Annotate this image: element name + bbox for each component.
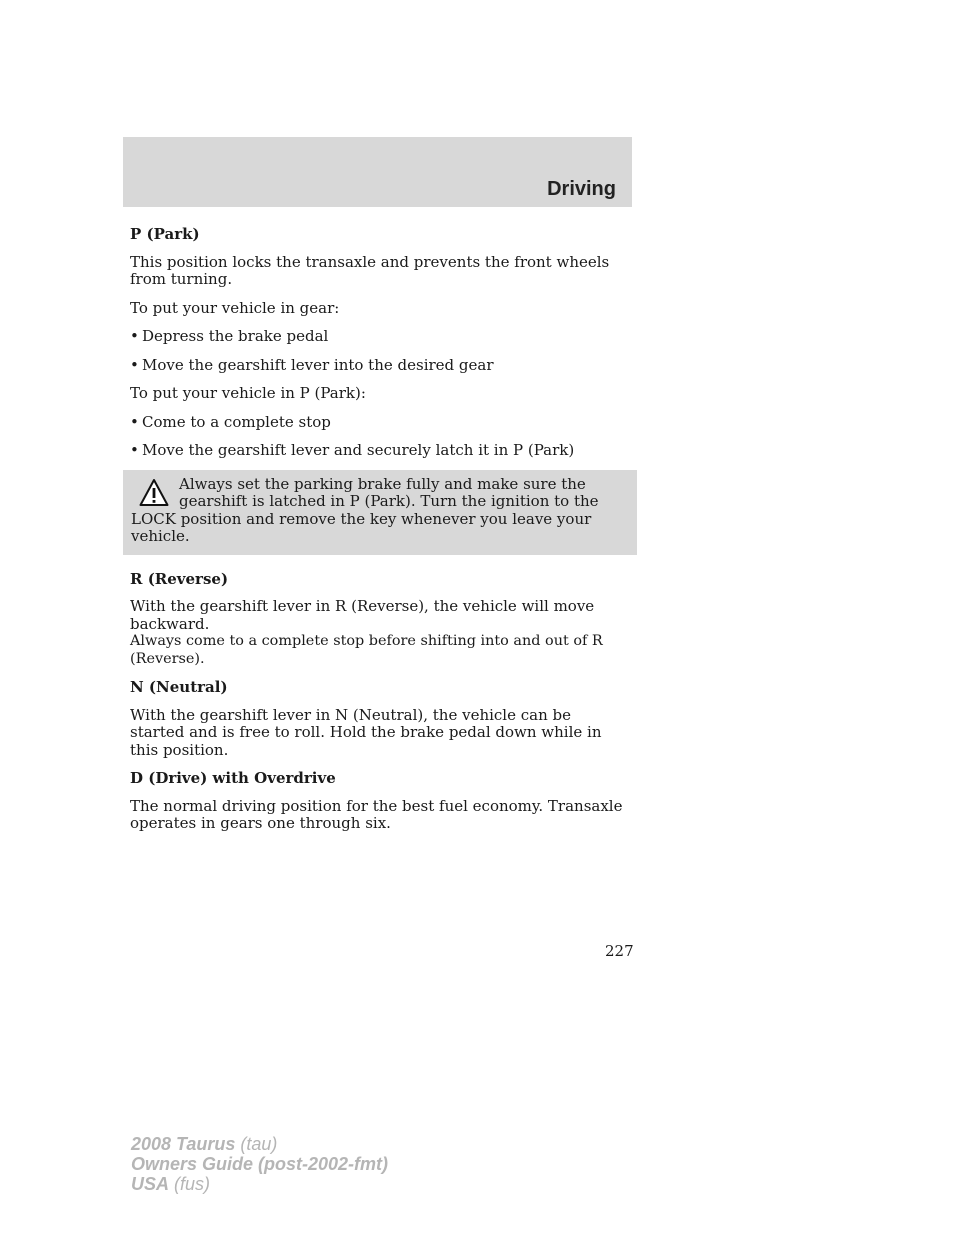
drive-heading: D (Drive) with Overdrive [130,769,336,787]
park-heading: P (Park) [130,225,200,243]
footer-guide: Owners Guide (post-2002-fmt) [131,1154,389,1174]
bullet-icon: • [130,441,139,459]
drive-text: The normal driving position for the best fuel economy. Transaxle operates in gears one through six. [130,796,623,832]
page-number: 227 [605,942,634,960]
footer-line-model [131,1134,388,1154]
footer-line-guide [131,1154,388,1174]
bullet-icon: • [130,355,139,374]
neutral-heading: N (Neutral) [130,678,228,696]
reverse-text: With the gearshift lever in R (Reverse), the vehicle will move backward. [130,597,595,633]
footer-model-code: (tau) [240,1134,278,1154]
bullet-item [130,442,630,460]
gear-intro: To put your vehicle in gear: [130,298,340,317]
bullet-text: Come to a complete stop [142,412,331,431]
park-intro: To put your vehicle in P (Park): [130,384,366,402]
footer-metadata [131,1134,388,1194]
footer-market-code: (fus) [174,1174,211,1194]
bullet-icon: • [130,412,139,431]
park-text: This position locks the transaxle and prevents the front wheels from turning. [130,252,610,288]
page-content [130,226,630,844]
footer-model: 2008 Taurus [131,1134,236,1154]
bullet-text: Depress the brake pedal [142,327,329,345]
warning-box [123,470,637,555]
section-title: Driving [547,178,616,200]
warning-text: Always set the parking brake fully and make sure the gearshift is latched in P (Park). Turn the ignition to the LOCK position and remove the key whenever you leave your vehicle. [131,474,599,545]
bullet-icon: • [130,327,139,345]
bullet-item [130,328,630,346]
bullet-item [130,357,630,375]
footer-line-market [131,1174,388,1194]
neutral-text: With the gearshift lever in N (Neutral), the vehicle can be started and is free to roll. Hold the brake pedal down while in this position. [130,705,602,759]
footer-market: USA [131,1174,170,1194]
bullet-text: Move the gearshift lever into the desired gear [142,355,494,374]
bullet-item [130,414,630,432]
bullet-text: Move the gearshift lever and securely latch it in P (Park) [142,441,575,459]
reverse-heading: R (Reverse) [130,569,229,588]
reverse-text-2: Always come to a complete stop before shifting into and out of R (Reverse). [130,633,603,667]
warning-triangle-icon [139,478,169,508]
section-header-band [123,137,632,207]
